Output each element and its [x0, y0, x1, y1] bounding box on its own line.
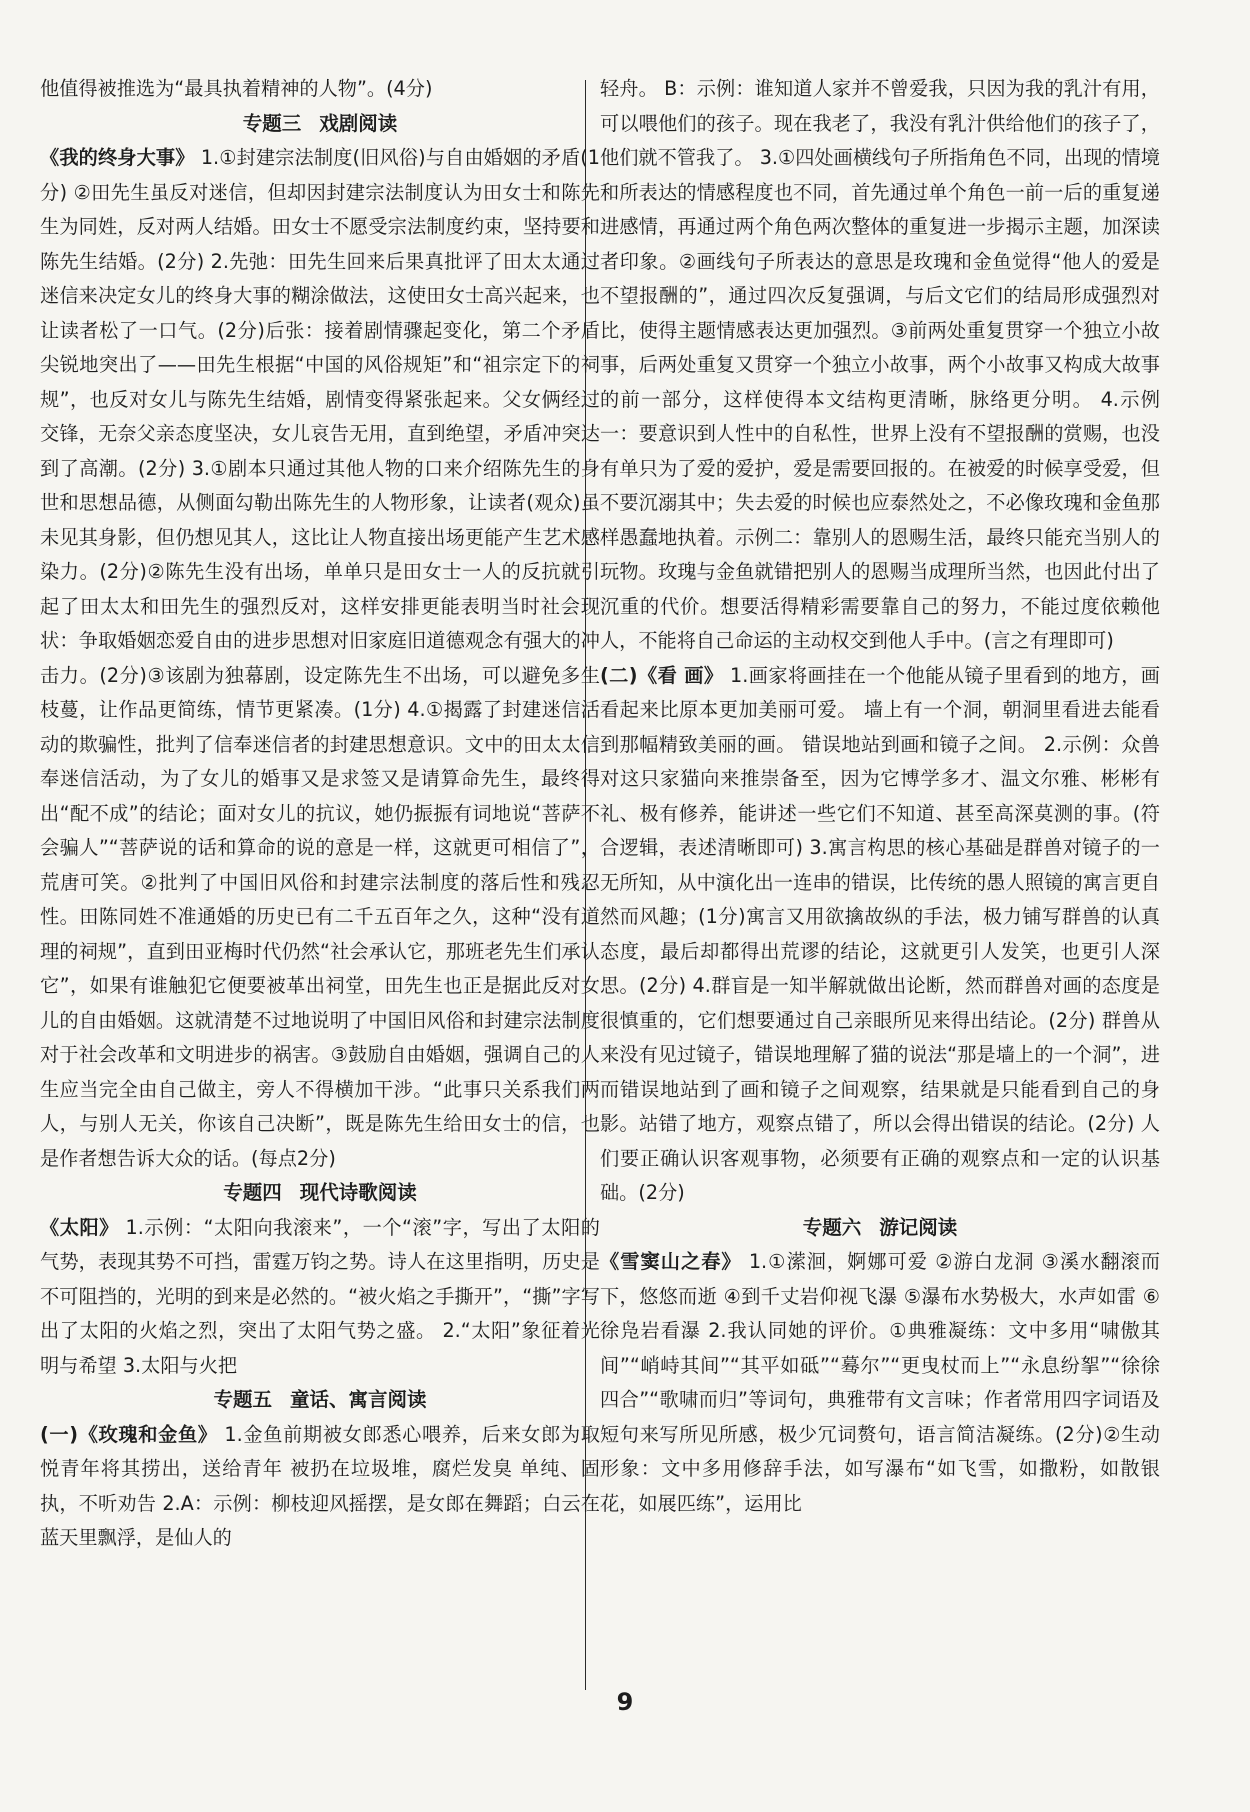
work-title: 《太阳》: [40, 1215, 119, 1239]
paragraph: 他值得被推选为“最具执着精神的人物”。(4分): [40, 77, 433, 100]
section-heading: [40, 107, 600, 142]
answer-text: 1.示例：“太阳向我滚来”，一个“滚”字，写出了太阳的气势，表现其势不可挡，雷霆万钧之势。诗人在这里指明，历史是不可阻挡的，光明的到来是必然的。“被火焰之手撕开”，“撕”字写出了太阳的火焰之烈，突出了太阳气势之盛。 2.“太阳”象征着光明与希望 3.太阳与火把: [40, 1215, 600, 1377]
answer-paragraph: [40, 1211, 600, 1384]
section-heading: [600, 1211, 1160, 1246]
work-title: 《我的终身大事》: [40, 146, 195, 169]
answer-text: 1.①封建宗法制度(旧风俗)与自由婚姻的矛盾(1分) ②田先生虽反对迷信，但却因封建宗法制度认为田女士和陈先生为同姓，反对两人结婚。田女士不愿受宗法制度约束，坚持要和陈先生结婚。(2分) 2.先弛：田先生回来后果真批评了田太太通过迷信来决定女儿的终身大事的糊涂做法，这使田女士高兴起来，也让读者松了一口气。(2分)后张：接着剧情骤起变化，第二个矛盾尖锐地突出了——田先生根据“中国的风俗规矩”和“祖宗定下的祠规”，也反对女儿与陈先生结婚，剧情变得紧张起来。父女俩经过交锋，无奈父亲态度坚决，女儿哀告无用，直到绝望，矛盾冲突达到了高潮。(2分) 3.①剧本只通过其他人物的口来介绍陈先生的身世和思想品德，从侧面勾勒出陈先生的人物形象，让读者(观众)虽未见其身影，但仍想见其人，这比让人物直接出场更能产生艺术感染力。(2分)②陈先生没有出场，单单只是田女士一人的反抗就引起了田太太和田先生的强烈反对，这样安排更能表明当时社会现状：争取婚姻恋爱自由的进步思想对旧家庭旧道德观念有强大的冲击力。(2分)③该剧为独幕剧，设定陈先生不出场，可以避免多生枝蔓，让作品更简练，情节更紧凑。(1分) 4.①揭露了封建迷信活动的欺骗性，批判了信奉迷信者的封建思想意识。文中的田太太信奉迷信活动，为了女儿的婚事又是求签又是请算命先生，最终得出“配不成”的结论；面对女儿的抗议，她仍振振有词地说“菩萨不会骗人”“菩萨说的话和算命的说的意是一样，这就更可相信了”，荒唐可笑。②批判了中国旧风俗和封建宗法制度的落后性和残忍性。田陈同姓不准通婚的历史已有二千五百年之久，这种“没有道理的祠规”，直到田亚梅时代仍然“社会承认它，那班老先生们承认它”，如果有谁触犯它便要被革出祠堂，田先生也正是据此反对女儿的自由婚姻。这就清楚不过地说明了中国旧风俗和封建宗法制度对于社会改革和文明进步的祸害。③鼓励自由婚姻，强调自己的人生应当完全由自己做主，旁人不得横加干涉。“此事只关系我们两人，与别人无关，你该自己决断”，既是陈先生给田女士的信，也是作者想告诉大众的话。(每点2分): [40, 146, 600, 1170]
section-heading: [40, 1383, 600, 1418]
section-title: 戏剧阅读: [319, 111, 398, 135]
right-column: [600, 72, 1160, 1521]
answer-paragraph: [600, 659, 1160, 1211]
section-title: 童话、寓言阅读: [290, 1388, 427, 1411]
answer-text: 1.画家将画挂在一个他能从镜子里看到的地方，画看起来比原本更加美丽可爱。 墙上有一个洞，朝洞里看进去能看到那幅精致美丽的画。 错误地站到画和镜子之间。 2.示例：众兽对这只家猫向来推崇备至，因为它博学多才、温文尔雅、彬彬有礼、极有修养，能讲述一些它们不知道、甚至高深莫测的事。(符合逻辑，表述清晰即可) 3.寓言构思的核心基础是群兽对镜子的一无所知，从中演化出一连串的错误，比传统的愚人照镜的寓言更自然而风趣；(1分)寓言又用欲擒故纵的手法，极力铺写群兽的认真态度，最后却都得出荒谬的结论，这就更引人发笑，也更引人深思。(2分) 4.群盲是一知半解就做出论断，然而群兽对画的态度是很慎重的，它们想要通过自己亲眼所见来得出结论。(2分) 群兽从来没有见过镜子，错误地理解了猫的说法“那是墙上的一个洞”，进而错误地站到了画和镜子之间观察，结果就是只能看到自己的身影。站错了地方，观察点错了，所以会得出错误的结论。(2分) 人们要正确认识客观事物，必须要有正确的观察点和一定的认识基础。(2分): [600, 663, 1160, 1204]
answer-text: 1.金鱼前期被女郎悉心喂养，后来女郎为取悦青年将其捞出，送给青年 被扔在垃圾堆，腐烂发臭 单纯、固执，不听劝告 2.A：示例：柳枝迎风摇摆，是女郎在舞蹈；白云在蓝天里飘浮，是仙人的: [40, 1422, 600, 1549]
work-title: 《雪窦山之春》: [600, 1250, 742, 1273]
work-title: (二)《看 画》: [600, 663, 724, 687]
answer-text: 1.①潆洄，婀娜可爱 ②游白龙洞 ③溪水翻滚而下，悠悠而逝 ④到千丈岩仰视飞瀑 ⑤瀑布水势极大，水声如雷 ⑥徐凫岩看瀑 2.我认同她的评价。①典雅凝练：文中多用“啸傲其间”“峭峙其间”“其平如砥”“蓦尔”“更曳杖而上”“永息纷挐”“徐徐四合”“歌啸而归”等词句，典雅带有文言味；作者常用四字词语及短句来写所见所感，极少冗词赘句，语言简洁凝练。(2分)②生动形象：文中多用修辞手法，如写瀑布“如飞雪，如撒粉，如散银花，如展匹练”，运用比: [600, 1250, 1160, 1515]
answer-paragraph: [600, 1245, 1160, 1521]
left-column: [40, 72, 600, 1556]
section-label: 专题三: [242, 111, 302, 135]
section-label: 专题六: [802, 1215, 862, 1239]
answer-paragraph: [40, 141, 600, 1176]
answer-paragraph: [40, 1418, 600, 1556]
page-number: 9: [616, 1688, 634, 1716]
section-label: 专题五: [213, 1388, 272, 1411]
section-title: 现代诗歌阅读: [299, 1181, 417, 1204]
section-label: 专题四: [223, 1181, 282, 1204]
section-heading: [40, 1176, 600, 1211]
answer-paragraph: 轻舟。 B：示例：谁知道人家并不曾爱我，只因为我的乳汁有用，可以喂他们的孩子。现在我老了，我没有乳汁供给他们的孩子了，他们就不管我了。 3.①四处画横线句子所指角色不同，出现的情境和所表达的情感程度也不同，首先通过单个角色一前一后的重复递进感情，再通过两个角色两次整体的重复进一步揭示主题，加深读者印象。②画线句子所表达的意思是玫瑰和金鱼觉得“他人的爱是不望报酬的”，通过四次反复强调，与后文它们的结局形成强烈对比，使得主题情感表达更加强烈。③前两处重复贯穿一个独立小故事，后两处重复又贯穿一个独立小故事，两个小故事又构成大故事的前一部分，这样使得本文结构更清晰，脉络更分明。 4.示例一：要意识到人性中的自私性，世界上没有不望报酬的赏赐，也没有单只为了爱的爱护，爱是需要回报的。在被爱的时候享受爱，但不要沉溺其中；失去爱的时候也应泰然处之，不必像玫瑰和金鱼那样愚蠢地执着。示例二：靠别人的恩赐生活，最终只能充当别人的玩物。玫瑰与金鱼就错把别人的恩赐当成理所当然，也因此付出了沉重的代价。想要活得精彩需要靠自己的努力，不能过度依赖他人，不能将自己命运的主动权交到他人手中。(言之有理即可): [600, 77, 1160, 652]
section-title: 游记阅读: [879, 1215, 958, 1239]
work-title: (一)《玫瑰和金鱼》: [40, 1422, 218, 1446]
